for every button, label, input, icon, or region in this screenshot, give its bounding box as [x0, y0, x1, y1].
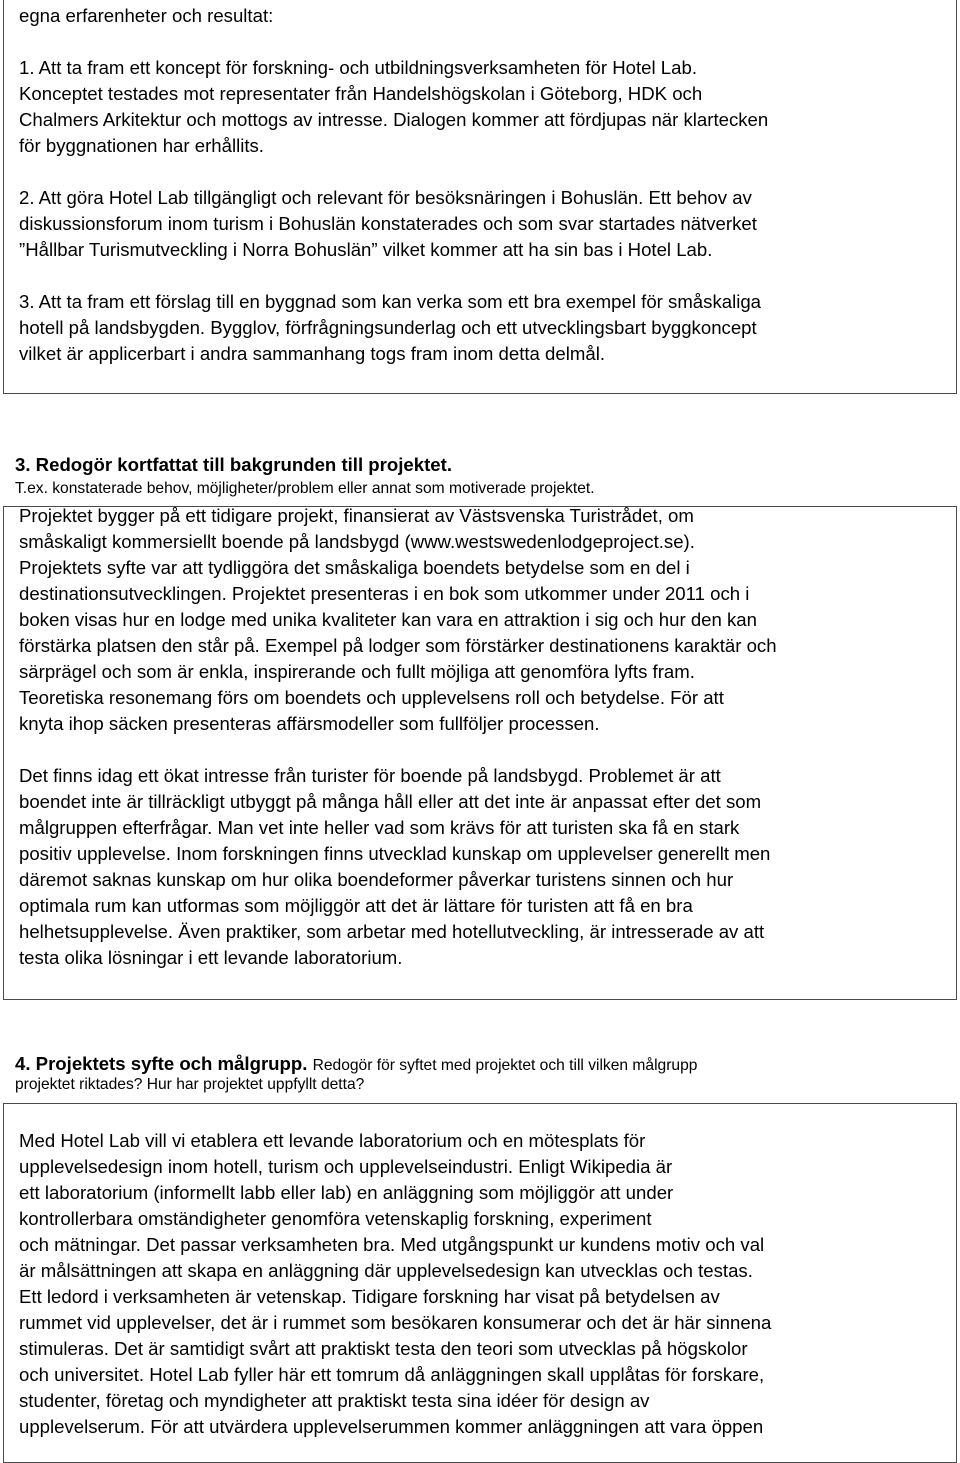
paragraph-line: upplevelsedesign inom hotell, turism och upplevelseindustri. Enligt Wikipedia är [19, 1156, 673, 1177]
paragraph-line: ett laboratorium (informellt labb eller lab) en anläggning som möjliggör att under [19, 1182, 674, 1203]
paragraph-line: stimuleras. Det är samtidigt svårt att praktiskt testa den teori som utvecklas på högskolor [19, 1338, 748, 1359]
paragraph-line: hotell på landsbygden. Bygglov, förfrågningsunderlag och ett utvecklingsbart byggkoncept [19, 317, 757, 338]
paragraph-line: Det finns idag ett ökat intresse från turister för boende på landsbygd. Problemet är att [19, 765, 721, 786]
paragraph-line: egna erfarenheter och resultat: [19, 5, 274, 26]
paragraph-line: knyta ihop säcken presenteras affärsmodeller som fullföljer processen. [19, 713, 600, 734]
purpose-text-box [3, 1103, 957, 1463]
paragraph-line: vilket är applicerbart i andra sammanhang togs fram inom detta delmål. [19, 343, 605, 364]
section-4-heading-bold: 4. Projektets syfte och målgrupp. [15, 1053, 308, 1074]
paragraph-line: helhetsupplevelse. Även praktiker, som arbetar med hotellutveckling, är intresserade av att [19, 921, 765, 942]
paragraph-line: 1. Att ta fram ett koncept för forskning- och utbildningsverksamheten för Hotel Lab. [19, 57, 697, 78]
paragraph-line: 2. Att göra Hotel Lab tillgängligt och relevant för besöksnäringen i Bohuslän. Ett behov av [19, 187, 752, 208]
background-text-box [3, 506, 957, 1000]
section-3-subheading: T.ex. konstaterade behov, möjligheter/problem eller annat som motiverade projektet. [15, 480, 595, 497]
paragraph-line: Med Hotel Lab vill vi etablera ett levande laboratorium och en mötesplats för [19, 1130, 646, 1151]
section-3-heading: 3. Redogör kortfattat till bakgrunden till projektet. [15, 454, 452, 475]
section-4-subheading: projektet riktades? Hur har projektet uppfyllt detta? [15, 1076, 365, 1093]
paragraph-line: Chalmers Arkitektur och mottogs av intresse. Dialogen kommer att fördjupas när klartecken [19, 109, 769, 130]
paragraph-line: småskaligt kommersiellt boende på landsbygd (www.westswedenlodgeproject.se). [19, 531, 695, 552]
paragraph-line: och mätningar. Det passar verksamheten bra. Med utgångspunkt ur kundens motiv och val [19, 1234, 765, 1255]
paragraph-line: studenter, företag och myndigheter att praktiskt testa sina idéer för design av [19, 1390, 650, 1411]
results-text-box [3, 0, 957, 394]
paragraph-line: optimala rum kan utformas som möjliggör att det är lättare för turisten att få en bra [19, 895, 693, 916]
paragraph-line: testa olika lösningar i ett levande laboratorium. [19, 947, 403, 968]
paragraph-line: förstärka platsen den står på. Exempel på lodger som förstärker destinationens karaktär och [19, 635, 777, 656]
paragraph-line: Projektets syfte var att tydliggöra det småskaliga boendets betydelse som en del i [19, 557, 690, 578]
paragraph-line: rummet vid upplevelser, det är i rummet som besökaren konsumerar och det är här sinnena [19, 1312, 772, 1333]
paragraph-line: särprägel och som är enkla, inspirerande och fullt möjliga att genomföra lyfts fram. [19, 661, 695, 682]
paragraph-line: boken visas hur en lodge med unika kvaliteter kan vara en attraktion i sig och hur den kan [19, 609, 757, 630]
paragraph-line: kontrollerbara omständigheter genomföra vetenskaplig forskning, experiment [19, 1208, 652, 1229]
paragraph-line: 3. Att ta fram ett förslag till en byggnad som kan verka som ett bra exempel för småskaliga [19, 291, 762, 312]
paragraph-line: Konceptet testades mot representater från Handelshögskolan i Göteborg, HDK och [19, 83, 703, 104]
paragraph-line: ”Hållbar Turismutveckling i Norra Bohuslän” vilket kommer att ha sin bas i Hotel Lab. [19, 239, 713, 260]
paragraph-line: målgruppen efterfrågar. Man vet inte heller vad som krävs för att turisten ska få en stark [19, 817, 740, 838]
paragraph-line: och universitet. Hotel Lab fyller här ett tomrum då anläggningen skall upplåtas för forskare, [19, 1364, 765, 1385]
paragraph-line: destinationsutvecklingen. Projektet presenteras i en bok som utkommer under 2011 och i [19, 583, 750, 604]
paragraph-line: Teoretiska resonemang förs om boendets och upplevelsens roll och betydelse. För att [19, 687, 724, 708]
paragraph-line: för byggnationen har erhållits. [19, 135, 264, 156]
paragraph-line: boendet inte är tillräckligt utbyggt på många håll eller att det inte är anpassat efter det som [19, 791, 762, 812]
paragraph-line: diskussionsforum inom turism i Bohuslän konstaterades och som svar startades nätverket [19, 213, 757, 234]
paragraph-line: upplevelserum. För att utvärdera upplevelserummen kommer anläggningen att vara öppen [19, 1416, 764, 1437]
paragraph-line: är målsättningen att skapa en anläggning där upplevelsedesign kan utvecklas och testas. [19, 1260, 753, 1281]
paragraph-line: Projektet bygger på ett tidigare projekt, finansierat av Västsvenska Turistrådet, om [19, 505, 694, 526]
section-4-heading-rest: Redogör för syftet med projektet och till vilken målgrupp [312, 1057, 698, 1074]
paragraph-line: positiv upplevelse. Inom forskningen finns utvecklad kunskap om upplevelser generellt men [19, 843, 771, 864]
paragraph-line: Ett ledord i verksamheten är vetenskap. Tidigare forskning har visat på betydelsen av [19, 1286, 720, 1307]
paragraph-line: däremot saknas kunskap om hur olika boendeformer påverkar turistens sinnen och hur [19, 869, 734, 890]
